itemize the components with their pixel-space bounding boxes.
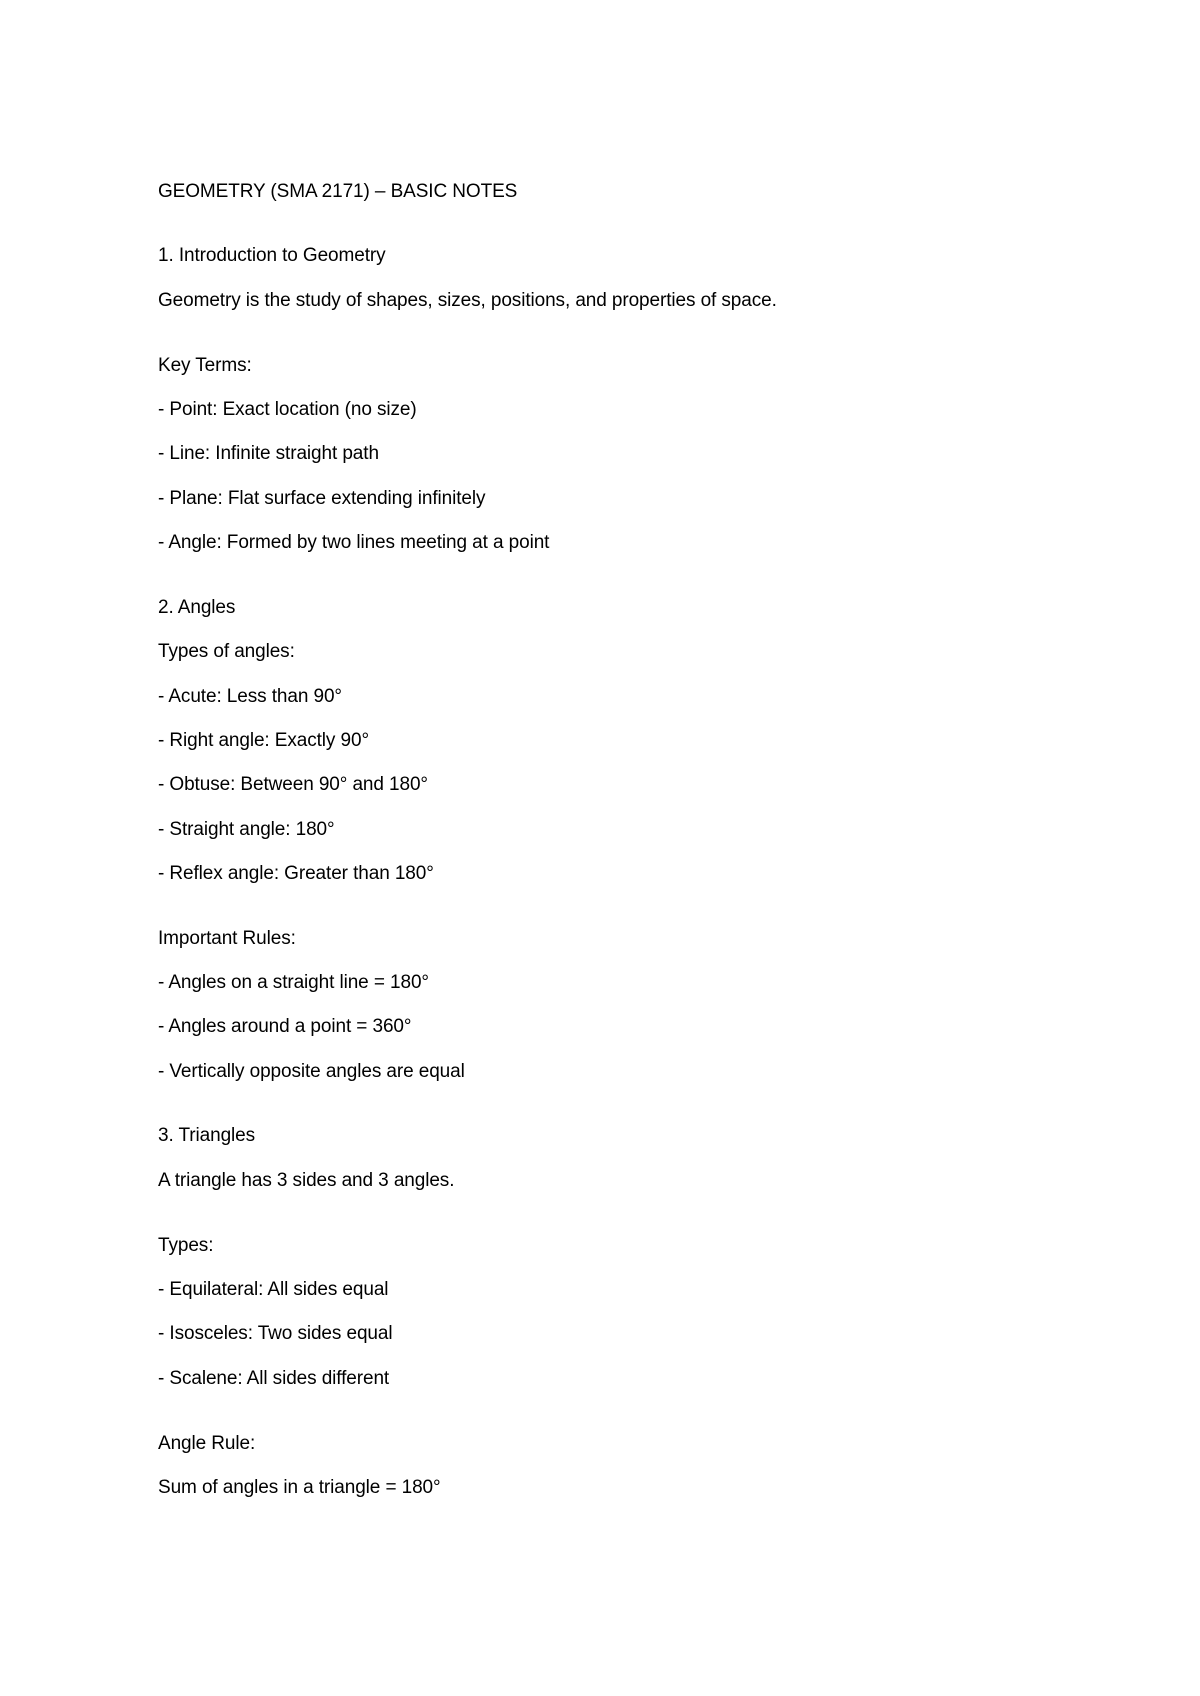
angle-types-label: Types of angles: [158, 641, 295, 662]
rule-item: - Vertically opposite angles are equal [158, 1061, 465, 1082]
angle-type-item: - Obtuse: Between 90° and 180° [158, 774, 428, 795]
angle-type-item: - Straight angle: 180° [158, 819, 335, 840]
triangle-type-item: - Scalene: All sides different [158, 1368, 390, 1389]
triangle-type-item: - Equilateral: All sides equal [158, 1279, 389, 1300]
angle-type-item: - Right angle: Exactly 90° [158, 730, 369, 751]
section-heading-intro: 1. Introduction to Geometry [158, 245, 386, 266]
triangle-types-label: Types: [158, 1235, 214, 1256]
important-rules-label: Important Rules: [158, 928, 296, 949]
intro-description: Geometry is the study of shapes, sizes, positions, and properties of space. [158, 290, 777, 311]
document-title: GEOMETRY (SMA 2171) – BASIC NOTES [158, 181, 518, 202]
angle-rule-label: Angle Rule: [158, 1433, 256, 1454]
key-term-item: - Plane: Flat surface extending infinitely [158, 488, 486, 509]
triangle-type-item: - Isosceles: Two sides equal [158, 1323, 393, 1344]
triangles-description: A triangle has 3 sides and 3 angles. [158, 1170, 455, 1191]
section-heading-triangles: 3. Triangles [158, 1125, 256, 1146]
key-term-item: - Angle: Formed by two lines meeting at a point [158, 532, 550, 553]
angle-type-item: - Acute: Less than 90° [158, 686, 342, 707]
rule-item: - Angles on a straight line = 180° [158, 972, 429, 993]
key-term-item: - Point: Exact location (no size) [158, 399, 417, 420]
key-term-item: - Line: Infinite straight path [158, 443, 379, 464]
section-heading-angles: 2. Angles [158, 597, 236, 618]
angle-type-item: - Reflex angle: Greater than 180° [158, 863, 434, 884]
key-terms-label: Key Terms: [158, 355, 252, 376]
angle-rule-text: Sum of angles in a triangle = 180° [158, 1477, 441, 1498]
rule-item: - Angles around a point = 360° [158, 1016, 412, 1037]
